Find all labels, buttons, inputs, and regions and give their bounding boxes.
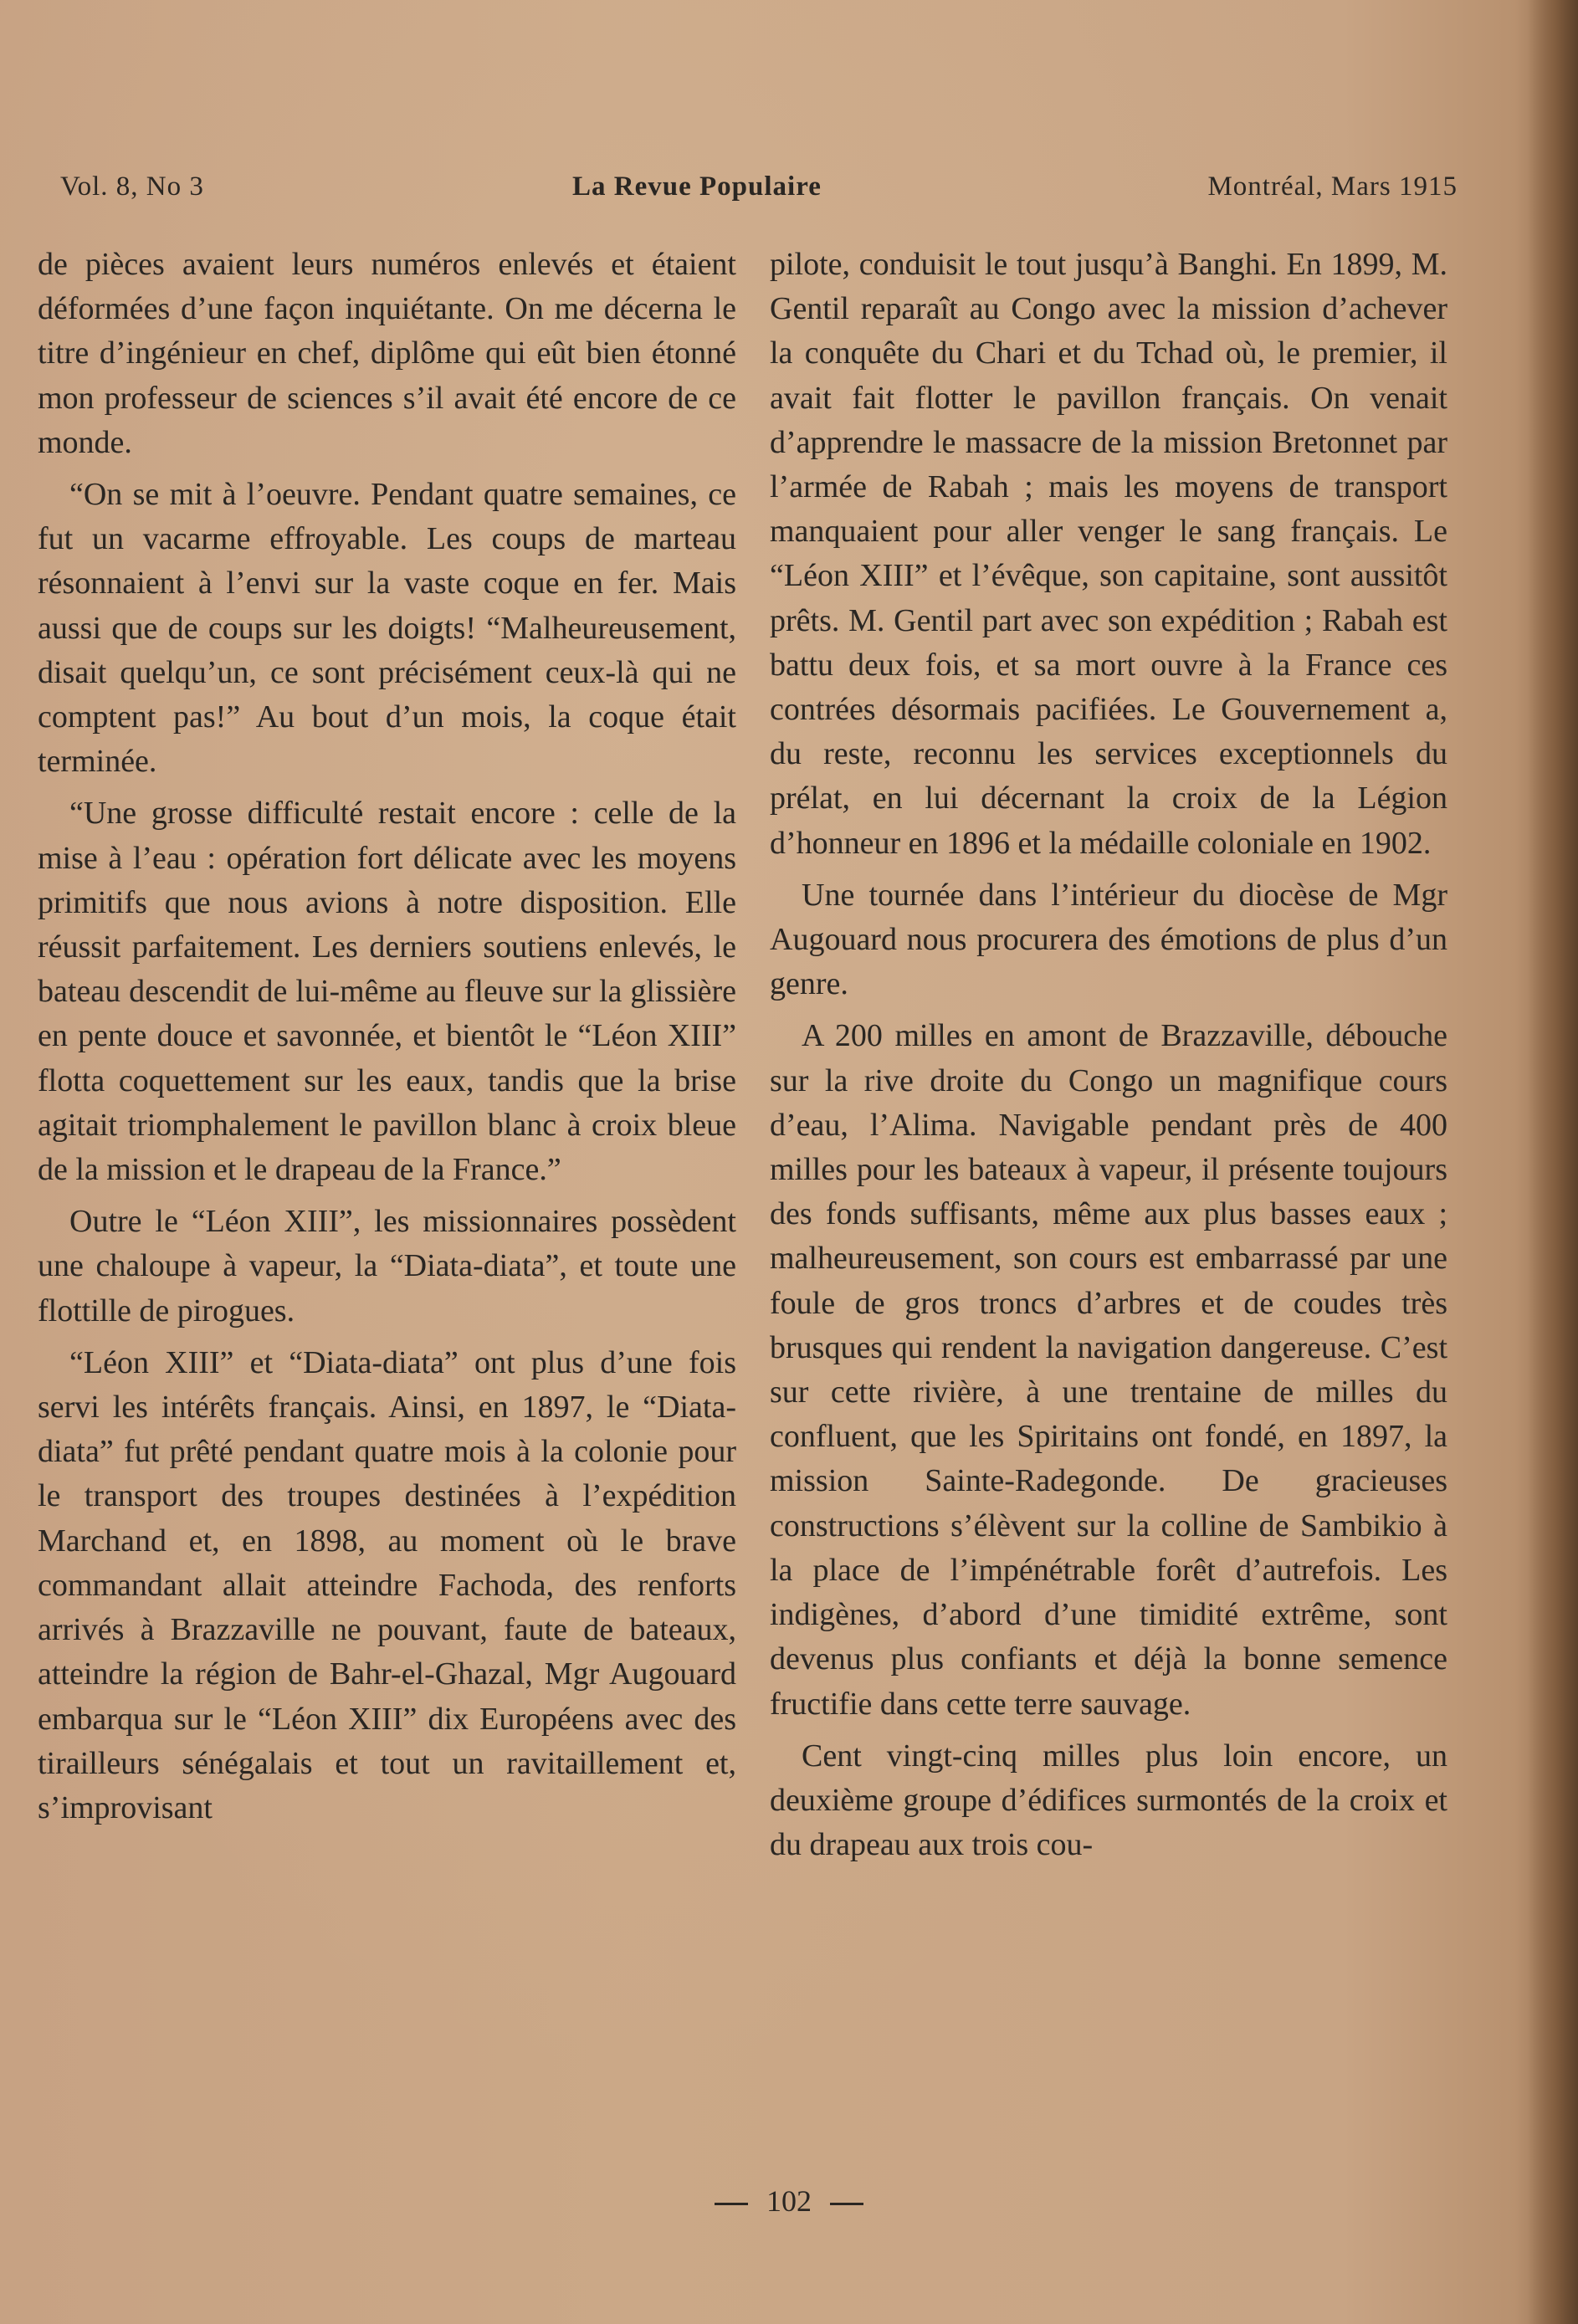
paragraph: “Une grosse difficulté restait encore : celle de la mise à l’eau : opération fort délicate avec les moyens primitifs que nous avions à notre disposition. Elle réussit parfaitement. Les derniers soutiens enlevés, le bateau descendit de lui-même au fleuve sur la glissière en pente douce et savonnée, et bientôt le “Léon XIII” flotta coquettement sur les eaux, tandis que la brise agitait triomphalement le pavillon blanc à croix bleue de la mission et le drapeau de la France.” [38, 796, 736, 1188]
paragraph: Une tournée dans l’intérieur du diocèse de Mgr Augouard nous procurera des émotions de plus d’un genre. [770, 877, 1447, 1002]
volume-number: Vol. 8, No 3 [60, 171, 204, 202]
paragraph: pilote, conduisit le tout jusqu’à Banghi. En 1899, M. Gentil reparaît au Congo avec la mission d’achever la conquête du Chari et du Tchad où, le premier, il avait fait flotter le pavillon français. On venait d’apprendre le massacre de la mission Bretonnet par l’armée de Rabah ; mais les moyens de transport manquaient pour aller venger le sang français. Le “Léon XIII” et l’évêque, son capitaine, sont aussitôt prêts. M. Gentil part avec son expédition ; Rabah est battu deux fois, et sa mort ouvre à la France ces contrées désormais pacifiées. Le Gouvernement a, du reste, reconnu les services exceptionnels du prélat, en lui décernant la croix de la Légion d’honneur en 1896 et la médaille coloniale en 1902. [770, 247, 1447, 861]
paragraph: de pièces avaient leurs numéros enlevés et étaient déformées d’une façon inquiétante. On me décerna le titre d’ingénieur en chef, diplôme qui eût bien étonné mon professeur de sciences s’il avait été encore de ce monde. [38, 247, 736, 460]
paragraph: A 200 milles en amont de Brazzaville, débouche sur la rive droite du Congo un magnifique cours d’eau, l’Alima. Navigable pendant près de 400 milles pour les bateaux à vapeur, il présente toujours des fonds suffisants, même aux plus basses eaux ; malheureusement, son cours est embarrassé par une foule de gros troncs d’arbres et de coudes très brusques qui rendent la navigation dangereuse. C’est sur cette rivière, à une trentaine de milles du confluent, que les Spiritains ont fondé, en 1897, la mission Sainte-Radegonde. De gracieuses constructions s’élèvent sur la colline de Sambikio à la place de l’impénétrable forêt d’autrefois. Les indigènes, d’abord d’une timidité extrême, sont devenus plus confiants et déjà la bonne semence fructifie dans cette terre sauvage. [770, 1018, 1447, 1722]
paragraph: Outre le “Léon XIII”, les missionnaires possèdent une chaloupe à vapeur, la “Diata-diata”, et toute une flottille de pirogues. [38, 1204, 736, 1328]
dash-right [830, 2203, 863, 2205]
paragraph: “Léon XIII” et “Diata-diata” ont plus d’une fois servi les intérêts français. Ainsi, en 1897, le “Diata-diata” fut prêté pendant quatre mois à la colonie pour le transport des troupes destinées à l’expédition Marchand et, en 1898, au moment où le brave commandant allait atteindre Fachoda, des renforts arrivés à Brazzaville ne pouvant, faute de bateaux, atteindre la région de Bahr-el-Ghazal, Mgr Augouard embarqua sur le “Léon XIII” dix Européens avec des tirailleurs sénégalais et tout un ravitaillement et, s’improvisant [38, 1344, 736, 1825]
issue-date: Montréal, Mars 1915 [1207, 171, 1458, 202]
page-number-footer [0, 2183, 1578, 2219]
dash-left [715, 2203, 748, 2205]
publication-title: La Revue Populaire [572, 171, 822, 202]
page-number: 102 [766, 2184, 812, 2218]
left-column [38, 243, 736, 1838]
right-column [770, 243, 1447, 1875]
paragraph: “On se mit à l’oeuvre. Pendant quatre semaines, ce fut un vacarme effroyable. Les coups de marteau résonnaient à l’envi sur la vaste coque en fer. Mais aussi que de coups sur les doigts! “Malheureusement, disait quelqu’un, ce sont précisément ceux-là qui ne comptent pas!” Au bout d’un mois, la coque était terminée. [38, 477, 736, 780]
paragraph: Cent vingt-cinq milles plus loin encore, un deuxième groupe d’édifices surmontés de la croix et du drapeau aux trois cou- [770, 1738, 1447, 1863]
page-edge-shadow [1528, 0, 1578, 2324]
running-header [60, 171, 1458, 213]
